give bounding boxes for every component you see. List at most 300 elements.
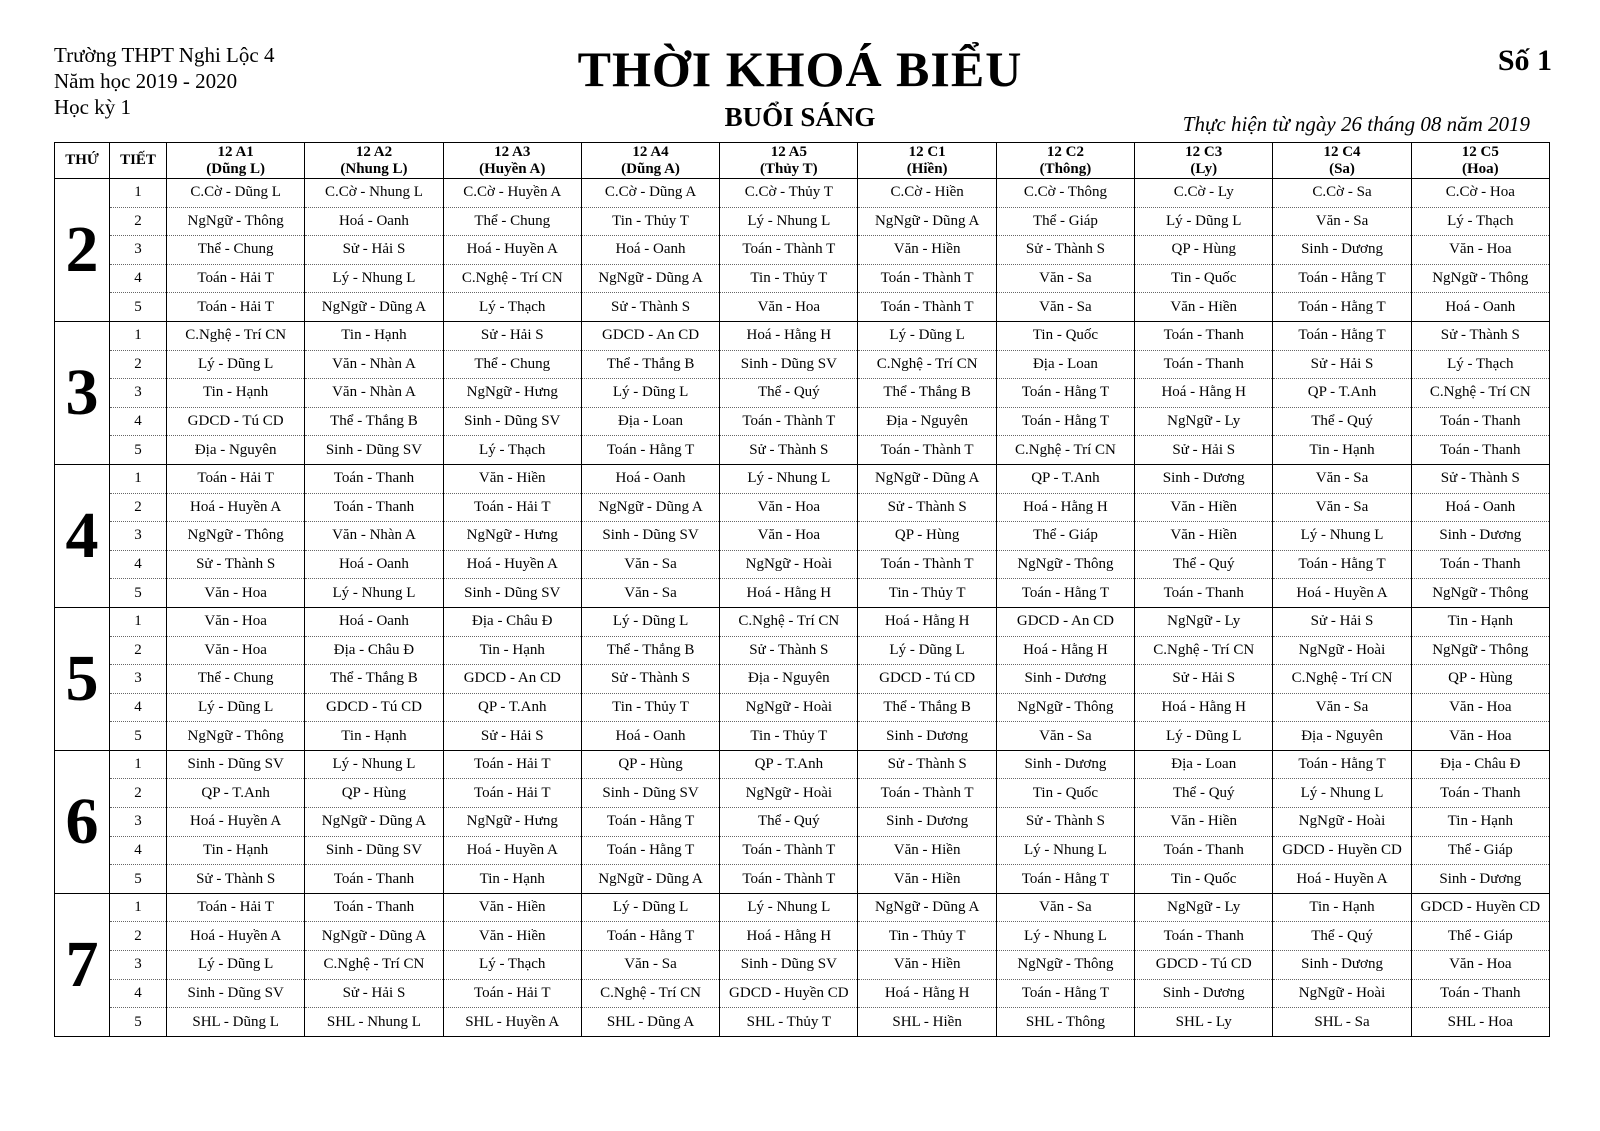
school-info (54, 42, 274, 120)
lesson-cell: Hoá - Hằng H (858, 979, 996, 1008)
lesson-cell: Văn - Sa (996, 722, 1134, 751)
lesson-cell: Hoá - Huyền A (443, 550, 581, 579)
lesson-cell: Toán - Hải T (443, 779, 581, 808)
school-year: Năm học 2019 - 2020 (54, 69, 238, 93)
lesson-cell: Tin - Quốc (996, 779, 1134, 808)
lesson-cell: Văn - Hiền (858, 865, 996, 894)
lesson-cell: Lý - Nhung L (305, 750, 443, 779)
lesson-cell: Toán - Thanh (1411, 979, 1549, 1008)
lesson-cell: Toán - Thanh (305, 893, 443, 922)
lesson-cell: Lý - Nhung L (996, 922, 1134, 951)
class-teacher: (Hiền) (906, 160, 948, 177)
lesson-cell: Sử - Hải S (443, 722, 581, 751)
lesson-cell: Toán - Hằng T (996, 979, 1134, 1008)
lesson-cell: Địa - Nguyên (1273, 722, 1411, 751)
lesson-cell: Văn - Hoa (720, 493, 858, 522)
lesson-cell: Văn - Sa (581, 951, 719, 980)
lesson-cell: Sinh - Dũng SV (305, 436, 443, 465)
lesson-cell: Tin - Hạnh (305, 722, 443, 751)
lesson-cell: Địa - Châu Đ (1411, 750, 1549, 779)
lesson-cell: SHL - Ly (1135, 1008, 1273, 1037)
table-row (55, 607, 1550, 636)
lesson-cell: Toán - Hải T (167, 893, 305, 922)
lesson-cell: Văn - Hiền (858, 951, 996, 980)
lesson-cell: Sử - Thành S (996, 808, 1134, 837)
lesson-cell: Toán - Hằng T (581, 808, 719, 837)
period-number: 4 (110, 407, 167, 436)
lesson-cell: Hoá - Hằng H (720, 922, 858, 951)
lesson-cell: Văn - Sa (996, 893, 1134, 922)
lesson-cell: Hoá - Oanh (1411, 293, 1549, 322)
lesson-cell: Địa - Châu Đ (305, 636, 443, 665)
lesson-cell: Lý - Nhung L (720, 893, 858, 922)
lesson-cell: C.Cờ - Nhung L (305, 179, 443, 208)
lesson-cell: Thể - Thắng B (305, 665, 443, 694)
table-row (55, 207, 1550, 236)
period-number: 3 (110, 236, 167, 265)
lesson-cell: GDCD - Tú CD (305, 693, 443, 722)
class-name: 12 C3 (1185, 143, 1223, 160)
lesson-cell: Sinh - Dũng SV (720, 350, 858, 379)
lesson-cell: C.Nghệ - Trí CN (1273, 665, 1411, 694)
lesson-cell: Tin - Hạnh (443, 865, 581, 894)
period-number: 3 (110, 808, 167, 837)
lesson-cell: Toán - Hằng T (996, 379, 1134, 408)
header-class (1411, 143, 1549, 179)
lesson-cell: QP - Hùng (1135, 236, 1273, 265)
lesson-cell: Toán - Hải T (443, 979, 581, 1008)
class-teacher: (Ly) (1190, 160, 1218, 177)
lesson-cell: Hoá - Huyền A (443, 836, 581, 865)
lesson-cell: Toán - Thành T (720, 236, 858, 265)
lesson-cell: Địa - Nguyên (858, 407, 996, 436)
lesson-cell: Văn - Hiền (443, 893, 581, 922)
lesson-cell: GDCD - Tú CD (1135, 951, 1273, 980)
lesson-cell: GDCD - Tú CD (167, 407, 305, 436)
lesson-cell: Hoá - Oanh (305, 607, 443, 636)
lesson-cell: Thể - Thắng B (581, 636, 719, 665)
lesson-cell: Toán - Thanh (1135, 836, 1273, 865)
lesson-cell: Sinh - Dương (996, 665, 1134, 694)
period-number: 3 (110, 379, 167, 408)
lesson-cell: Tin - Hạnh (443, 636, 581, 665)
lesson-cell: Sinh - Dũng SV (720, 951, 858, 980)
class-teacher: (Dũng A) (621, 160, 680, 177)
lesson-cell: Hoá - Huyền A (443, 236, 581, 265)
lesson-cell: Sử - Thành S (1411, 464, 1549, 493)
lesson-cell: SHL - Sa (1273, 1008, 1411, 1037)
lesson-cell: GDCD - An CD (581, 321, 719, 350)
lesson-cell: NgNgữ - Thông (996, 693, 1134, 722)
table-row (55, 808, 1550, 837)
lesson-cell: Lý - Dũng L (1135, 207, 1273, 236)
table-row (55, 779, 1550, 808)
lesson-cell: Sử - Thành S (858, 493, 996, 522)
lesson-cell: Toán - Thanh (305, 464, 443, 493)
lesson-cell: C.Nghệ - Trí CN (996, 436, 1134, 465)
header-class (720, 143, 858, 179)
lesson-cell: Sử - Hải S (1135, 436, 1273, 465)
lesson-cell: Sinh - Dương (1411, 865, 1549, 894)
lesson-cell: Hoá - Hằng H (1135, 379, 1273, 408)
lesson-cell: NgNgữ - Thông (1411, 264, 1549, 293)
lesson-cell: Văn - Sa (581, 550, 719, 579)
table-row (55, 922, 1550, 951)
lesson-cell: Lý - Dũng L (858, 636, 996, 665)
lesson-cell: QP - Hùng (1411, 665, 1549, 694)
lesson-cell: QP - Hùng (581, 750, 719, 779)
lesson-cell: Toán - Thanh (1135, 922, 1273, 951)
table-row (55, 722, 1550, 751)
lesson-cell: Văn - Hiền (443, 922, 581, 951)
class-teacher: (Huyền A) (479, 160, 546, 177)
lesson-cell: Văn - Hiền (443, 464, 581, 493)
lesson-cell: SHL - Hiền (858, 1008, 996, 1037)
lesson-cell: Văn - Sa (996, 264, 1134, 293)
class-teacher: (Thủy T) (760, 160, 818, 177)
lesson-cell: QP - T.Anh (443, 693, 581, 722)
lesson-cell: Lý - Dũng L (581, 893, 719, 922)
lesson-cell: QP - Hùng (305, 779, 443, 808)
lesson-cell: Toán - Thanh (1411, 436, 1549, 465)
lesson-cell: Toán - Hằng T (996, 579, 1134, 608)
class-name: 12 A2 (355, 143, 393, 160)
lesson-cell: GDCD - Huyền CD (1273, 836, 1411, 865)
lesson-cell: QP - T.Anh (720, 750, 858, 779)
lesson-cell: C.Cờ - Dũng A (581, 179, 719, 208)
table-row (55, 293, 1550, 322)
period-number: 4 (110, 550, 167, 579)
page-title: THỜI KHOÁ BIỂU (577, 41, 1023, 97)
period-number: 4 (110, 264, 167, 293)
lesson-cell: NgNgữ - Hoài (720, 693, 858, 722)
lesson-cell: Sinh - Dũng SV (167, 979, 305, 1008)
lesson-cell: Sử - Thành S (720, 436, 858, 465)
lesson-cell: Hoá - Hằng H (996, 636, 1134, 665)
lesson-cell: Thể - Chung (443, 207, 581, 236)
lesson-cell: Sử - Hải S (1135, 665, 1273, 694)
lesson-cell: Thể - Quý (720, 379, 858, 408)
lesson-cell: Hoá - Hằng H (996, 493, 1134, 522)
lesson-cell: GDCD - Tú CD (858, 665, 996, 694)
lesson-cell: Văn - Hiền (858, 236, 996, 265)
lesson-cell: Sinh - Dũng SV (305, 836, 443, 865)
lesson-cell: Hoá - Hằng H (720, 321, 858, 350)
lesson-cell: Thể - Giáp (996, 207, 1134, 236)
lesson-cell: Tin - Thủy T (858, 579, 996, 608)
lesson-cell: Lý - Thạch (1411, 350, 1549, 379)
table-row (55, 493, 1550, 522)
lesson-cell: Tin - Hạnh (1411, 808, 1549, 837)
lesson-cell: Toán - Thành T (858, 436, 996, 465)
lesson-cell: Hoá - Huyền A (1273, 579, 1411, 608)
lesson-cell: Lý - Thạch (443, 436, 581, 465)
lesson-cell: Hoá - Oanh (581, 236, 719, 265)
period-number: 5 (110, 293, 167, 322)
lesson-cell: Văn - Sa (581, 579, 719, 608)
lesson-cell: Toán - Thanh (1411, 779, 1549, 808)
lesson-cell: NgNgữ - Thông (167, 722, 305, 751)
lesson-cell: Hoá - Huyền A (167, 808, 305, 837)
lesson-cell: NgNgữ - Thông (996, 550, 1134, 579)
lesson-cell: Thể - Chung (443, 350, 581, 379)
lesson-cell: Thể - Giáp (996, 522, 1134, 551)
lesson-cell: NgNgữ - Dũng A (305, 808, 443, 837)
table-row (55, 436, 1550, 465)
lesson-cell: C.Nghệ - Trí CN (1135, 636, 1273, 665)
lesson-cell: Toán - Hải T (167, 464, 305, 493)
lesson-cell: Văn - Hoa (720, 293, 858, 322)
lesson-cell: NgNgữ - Ly (1135, 893, 1273, 922)
lesson-cell: NgNgữ - Hoài (1273, 808, 1411, 837)
lesson-cell: Sinh - Dương (1273, 951, 1411, 980)
lesson-cell: Sử - Thành S (858, 750, 996, 779)
lesson-cell: Thể - Quý (1273, 407, 1411, 436)
lesson-cell: Sử - Thành S (167, 550, 305, 579)
lesson-cell: C.Nghệ - Trí CN (167, 321, 305, 350)
lesson-cell: Hoá - Oanh (305, 207, 443, 236)
lesson-cell: Tin - Thủy T (858, 922, 996, 951)
lesson-cell: Văn - Sa (1273, 493, 1411, 522)
day-label: 7 (55, 893, 110, 1036)
lesson-cell: Văn - Nhàn A (305, 522, 443, 551)
lesson-cell: Hoá - Hằng H (720, 579, 858, 608)
lesson-cell: Sử - Hải S (1273, 350, 1411, 379)
lesson-cell: NgNgữ - Ly (1135, 407, 1273, 436)
period-number: 4 (110, 693, 167, 722)
lesson-cell: Tin - Thủy T (720, 722, 858, 751)
lesson-cell: Toán - Hằng T (1273, 264, 1411, 293)
lesson-cell: Lý - Dũng L (858, 321, 996, 350)
lesson-cell: NgNgữ - Hoài (720, 550, 858, 579)
class-name: 12 A1 (217, 143, 254, 160)
lesson-cell: C.Nghệ - Trí CN (581, 979, 719, 1008)
lesson-cell: Lý - Dũng L (1135, 722, 1273, 751)
lesson-cell: Văn - Sa (1273, 207, 1411, 236)
lesson-cell: NgNgữ - Dũng A (858, 207, 996, 236)
class-name: 12 A4 (632, 143, 669, 160)
lesson-cell: Văn - Hiền (1135, 493, 1273, 522)
header-period: TIẾT (110, 143, 167, 179)
lesson-cell: Sinh - Dương (1273, 236, 1411, 265)
lesson-cell: Lý - Nhung L (1273, 522, 1411, 551)
lesson-cell: Thể - Quý (720, 808, 858, 837)
period-number: 1 (110, 607, 167, 636)
lesson-cell: NgNgữ - Thông (996, 951, 1134, 980)
lesson-cell: Sinh - Dũng SV (581, 779, 719, 808)
lesson-cell: Toán - Thành T (720, 836, 858, 865)
lesson-cell: QP - T.Anh (996, 464, 1134, 493)
lesson-cell: Thể - Thắng B (858, 693, 996, 722)
table-row (55, 1008, 1550, 1037)
lesson-cell: C.Nghệ - Trí CN (858, 350, 996, 379)
lesson-cell: Tin - Quốc (1135, 865, 1273, 894)
lesson-cell: SHL - Dũng A (581, 1008, 719, 1037)
lesson-cell: C.Nghệ - Trí CN (443, 264, 581, 293)
header-class (443, 143, 581, 179)
lesson-cell: Lý - Nhung L (305, 264, 443, 293)
period-number: 1 (110, 321, 167, 350)
lesson-cell: C.Cờ - Dũng L (167, 179, 305, 208)
lesson-cell: C.Cờ - Sa (1273, 179, 1411, 208)
lesson-cell: Thể - Thắng B (581, 350, 719, 379)
lesson-cell: Sinh - Dương (858, 722, 996, 751)
header-class (167, 143, 305, 179)
lesson-cell: Văn - Nhàn A (305, 379, 443, 408)
period-number: 3 (110, 951, 167, 980)
lesson-cell: Sử - Thành S (996, 236, 1134, 265)
school-name: Trường THPT Nghi Lộc 4 (54, 43, 275, 67)
lesson-cell: Hoá - Oanh (581, 464, 719, 493)
lesson-cell: Văn - Sa (1273, 693, 1411, 722)
lesson-cell: NgNgữ - Hoài (1273, 636, 1411, 665)
lesson-cell: Hoá - Oanh (1411, 493, 1549, 522)
lesson-cell: C.Nghệ - Trí CN (305, 951, 443, 980)
lesson-cell: Toán - Thành T (858, 550, 996, 579)
lesson-cell: Hoá - Huyền A (167, 493, 305, 522)
table-row (55, 379, 1550, 408)
lesson-cell: Toán - Hằng T (996, 407, 1134, 436)
lesson-cell: Toán - Thanh (1411, 550, 1549, 579)
class-name: 12 A5 (770, 143, 807, 160)
lesson-cell: Sinh - Dương (1135, 464, 1273, 493)
day-label: 4 (55, 464, 110, 607)
period-number: 2 (110, 636, 167, 665)
lesson-cell: Lý - Nhung L (1273, 779, 1411, 808)
lesson-cell: Thể - Giáp (1411, 836, 1549, 865)
lesson-cell: Sinh - Dũng SV (581, 522, 719, 551)
lesson-cell: Toán - Hằng T (996, 865, 1134, 894)
lesson-cell: NgNgữ - Hưng (443, 522, 581, 551)
header-class (1273, 143, 1411, 179)
table-row (55, 179, 1550, 208)
lesson-cell: QP - T.Anh (167, 779, 305, 808)
lesson-cell: NgNgữ - Dũng A (858, 464, 996, 493)
lesson-cell: C.Cờ - Huyền A (443, 179, 581, 208)
table-row (55, 750, 1550, 779)
lesson-cell: NgNgữ - Dũng A (305, 293, 443, 322)
lesson-cell: Văn - Hoa (1411, 693, 1549, 722)
lesson-cell: Lý - Thạch (443, 951, 581, 980)
timetable-header (55, 143, 1550, 179)
period-number: 5 (110, 579, 167, 608)
lesson-cell: Lý - Nhung L (720, 207, 858, 236)
session-label: BUỔI SÁNG (724, 102, 876, 132)
period-number: 1 (110, 750, 167, 779)
lesson-cell: Toán - Hằng T (1273, 550, 1411, 579)
lesson-cell: NgNgữ - Hoài (720, 779, 858, 808)
lesson-cell: Toán - Thanh (1411, 407, 1549, 436)
class-name: 12 C5 (1461, 143, 1499, 160)
lesson-cell: Lý - Nhung L (720, 464, 858, 493)
table-row (55, 321, 1550, 350)
period-number: 4 (110, 979, 167, 1008)
lesson-cell: SHL - Dũng L (167, 1008, 305, 1037)
lesson-cell: C.Cờ - Thủy T (720, 179, 858, 208)
table-row (55, 407, 1550, 436)
document-number: Số 1 (1497, 44, 1552, 77)
lesson-cell: Lý - Thạch (1411, 207, 1549, 236)
header-class (858, 143, 996, 179)
table-row (55, 350, 1550, 379)
table-row (55, 979, 1550, 1008)
lesson-cell: Tin - Thủy T (581, 693, 719, 722)
lesson-cell: Sinh - Dũng SV (443, 407, 581, 436)
period-number: 5 (110, 1008, 167, 1037)
table-row (55, 665, 1550, 694)
lesson-cell: Sử - Thành S (581, 293, 719, 322)
table-row (55, 464, 1550, 493)
lesson-cell: C.Cờ - Hoa (1411, 179, 1549, 208)
lesson-cell: C.Cờ - Hiền (858, 179, 996, 208)
lesson-cell: C.Nghệ - Trí CN (720, 607, 858, 636)
lesson-cell: NgNgữ - Dũng A (305, 922, 443, 951)
lesson-cell: Lý - Nhung L (996, 836, 1134, 865)
lesson-cell: Sinh - Dương (858, 808, 996, 837)
day-label: 6 (55, 750, 110, 893)
lesson-cell: Hoá - Hằng H (858, 607, 996, 636)
lesson-cell: Thể - Giáp (1411, 922, 1549, 951)
class-teacher: (Thông) (1039, 160, 1092, 177)
period-number: 5 (110, 436, 167, 465)
lesson-cell: Toán - Thành T (720, 407, 858, 436)
lesson-cell: C.Cờ - Thông (996, 179, 1134, 208)
lesson-cell: Tin - Quốc (1135, 264, 1273, 293)
lesson-cell: Văn - Sa (996, 293, 1134, 322)
period-number: 2 (110, 493, 167, 522)
lesson-cell: Văn - Hoa (167, 579, 305, 608)
lesson-cell: Sinh - Dũng SV (167, 750, 305, 779)
lesson-cell: NgNgữ - Ly (1135, 607, 1273, 636)
lesson-cell: Toán - Hải T (167, 293, 305, 322)
lesson-cell: Sử - Hải S (305, 979, 443, 1008)
lesson-cell: Tin - Thủy T (581, 207, 719, 236)
lesson-cell: Sử - Thành S (1411, 321, 1549, 350)
header-class (1135, 143, 1273, 179)
lesson-cell: Toán - Hằng T (581, 836, 719, 865)
lesson-cell: QP - T.Anh (1273, 379, 1411, 408)
lesson-cell: Văn - Hoa (1411, 722, 1549, 751)
lesson-cell: NgNgữ - Thông (1411, 579, 1549, 608)
lesson-cell: Văn - Sa (1273, 464, 1411, 493)
lesson-cell: Toán - Hằng T (1273, 321, 1411, 350)
lesson-cell: Thể - Chung (167, 236, 305, 265)
lesson-cell: Tin - Hạnh (305, 321, 443, 350)
lesson-cell: Toán - Thành T (720, 865, 858, 894)
lesson-cell: Thể - Quý (1135, 779, 1273, 808)
period-number: 3 (110, 522, 167, 551)
lesson-cell: SHL - Hoa (1411, 1008, 1549, 1037)
table-row (55, 636, 1550, 665)
period-number: 2 (110, 779, 167, 808)
lesson-cell: NgNgữ - Thông (167, 522, 305, 551)
table-row (55, 693, 1550, 722)
lesson-cell: Văn - Hoa (1411, 951, 1549, 980)
lesson-cell: NgNgữ - Dũng A (858, 893, 996, 922)
class-teacher: (Nhung L) (340, 160, 408, 177)
lesson-cell: GDCD - Huyền CD (720, 979, 858, 1008)
lesson-cell: Thể - Thắng B (858, 379, 996, 408)
lesson-cell: Văn - Hoa (720, 522, 858, 551)
lesson-cell: Lý - Dũng L (167, 350, 305, 379)
period-number: 5 (110, 722, 167, 751)
class-teacher: (Sa) (1329, 160, 1355, 177)
lesson-cell: Toán - Hải T (443, 750, 581, 779)
lesson-cell: Sử - Hải S (443, 321, 581, 350)
class-teacher: (Dũng L) (206, 160, 266, 177)
lesson-cell: Văn - Hiền (1135, 808, 1273, 837)
class-teacher: (Hoa) (1461, 160, 1499, 177)
